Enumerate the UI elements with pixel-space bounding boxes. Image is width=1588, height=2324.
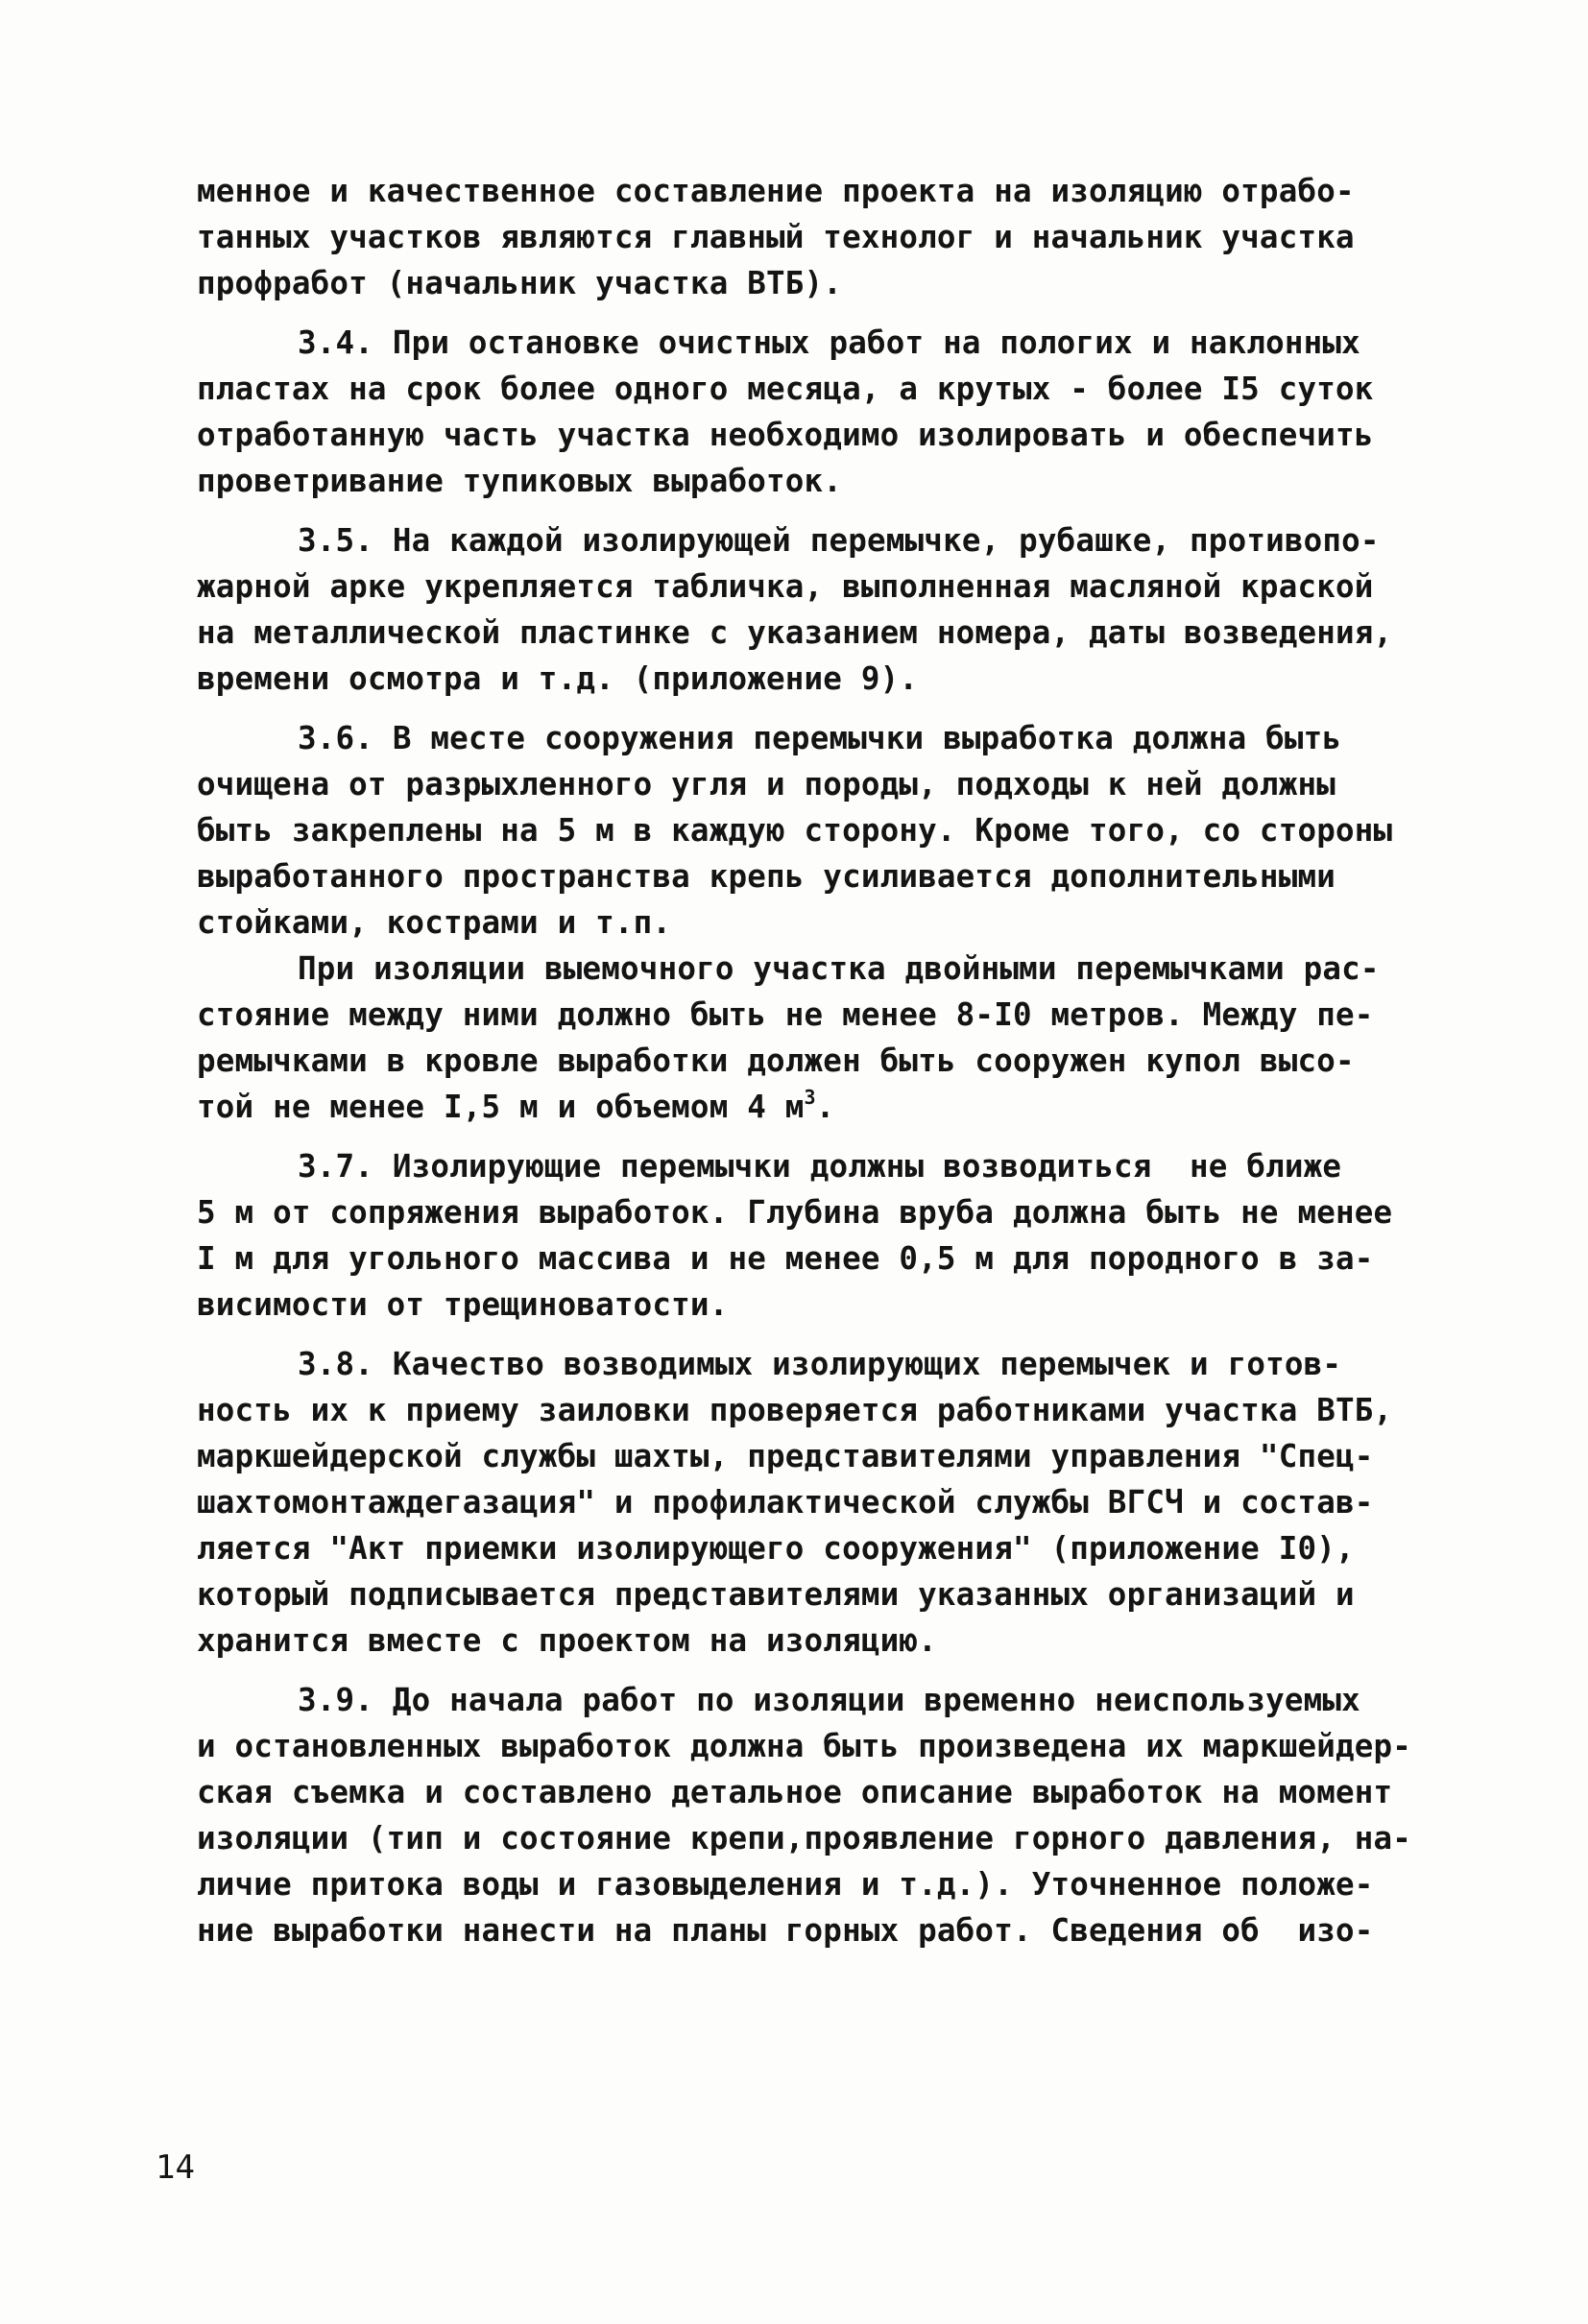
text-line: 3.8. Качество возводимых изолирующих перемычек и готов- [298,1346,1342,1382]
paragraph-3-6 [197,715,1435,946]
superscript: 3 [804,1086,816,1109]
text-line: 3.4. При остановке очистных работ на пологих и наклонных [298,324,1360,361]
text-line: пластах на срок более одного месяца, а крутых - более I5 суток [197,371,1374,407]
text-line: ремычками в кровле выработки должен быть сооружен купол высо- [197,1042,1355,1079]
text-line: I м для угольного массива и не менее 0,5 м для породного в за- [197,1240,1374,1277]
paragraph-3-8 [197,1341,1435,1664]
text-line: стояние между ними должно быть не менее 8-I0 метров. Между пе- [197,996,1374,1033]
text-line: на металлической пластинке с указанием номера, даты возведения, [197,614,1393,651]
paragraph-3-4 [197,320,1435,504]
text-segment: той не менее I,5 м и объемом 4 м [197,1089,805,1125]
paragraph-3-9 [197,1677,1435,1953]
paragraph-3-7 [197,1143,1435,1328]
text-line: менное и качественное составление проекта на изоляцию отрабо- [197,173,1355,209]
text-line: отработанную часть участка необходимо изолировать и обеспечить [197,417,1374,453]
page-number: 14 [156,2148,195,2187]
text-line: танных участков являются главный технолог и начальник участка [197,219,1355,255]
text-segment: . [815,1089,835,1125]
text-line: очищена от разрыхленного угля и породы, подходы к ней должны [197,766,1335,803]
text-line: 3.9. До начала работ по изоляции временно неиспользуемых [298,1682,1360,1718]
text-line: изоляции (тип и состояние крепи,проявление горного давления, на- [197,1820,1412,1857]
text-line: проветривание тупиковых выработок. [197,463,843,499]
text-line: ская съемка и составлено детальное описание выработок на момент [197,1774,1393,1810]
text-line: выработанного пространства крепь усиливается дополнительными [197,858,1335,895]
text-line: жарной арке укрепляется табличка, выполненная масляной краской [197,568,1374,605]
paragraph-continuation [197,168,1435,306]
text-line: времени осмотра и т.д. (приложение 9). [197,660,919,697]
text-line: ность их к приему заиловки проверяется работниками участка ВТБ, [197,1392,1393,1428]
text-line: 5 м от сопряжения выработок. Глубина вруба должна быть не менее [197,1194,1393,1231]
text-line: стойками, кострами и т.п. [197,904,672,941]
paragraph-3-5 [197,517,1435,702]
text-line: и остановленных выработок должна быть произведена их маркшейдер- [197,1728,1412,1764]
text-line: При изоляции выемочного участка двойными перемычками рас- [298,950,1380,987]
text-line: 3.5. На каждой изолирующей перемычке, рубашке, противопо- [298,522,1380,559]
text-line: висимости от трещиноватости. [197,1286,729,1323]
text-line: ние выработки нанести на планы горных работ. Сведения об изо- [197,1912,1374,1949]
text-line: хранится вместе с проектом на изоляцию. [197,1622,937,1659]
paragraph-double-partitions [197,946,1435,1130]
text-line: профработ (начальник участка ВТБ). [197,265,843,301]
text-line: 3.7. Изолирующие перемычки должны возводиться не ближе [298,1148,1342,1185]
text-line: 3.6. В месте сооружения перемычки выработка должна быть [298,720,1342,756]
text-line: быть закреплены на 5 м в каждую сторону. Кроме того, со стороны [197,812,1393,849]
document-body [197,168,1435,1967]
text-line: маркшейдерской службы шахты, представителями управления "Спец- [197,1438,1374,1474]
text-line: личие притока воды и газовыделения и т.д.). Уточненное положе- [197,1866,1374,1903]
text-line: шахтомонтаждегазация" и профилактической службы ВГСЧ и состав- [197,1484,1374,1521]
text-line: который подписывается представителями указанных организаций и [197,1576,1355,1613]
text-line [197,1084,1435,1130]
text-line: ляется "Акт приемки изолирующего сооружения" (приложение I0), [197,1530,1355,1567]
